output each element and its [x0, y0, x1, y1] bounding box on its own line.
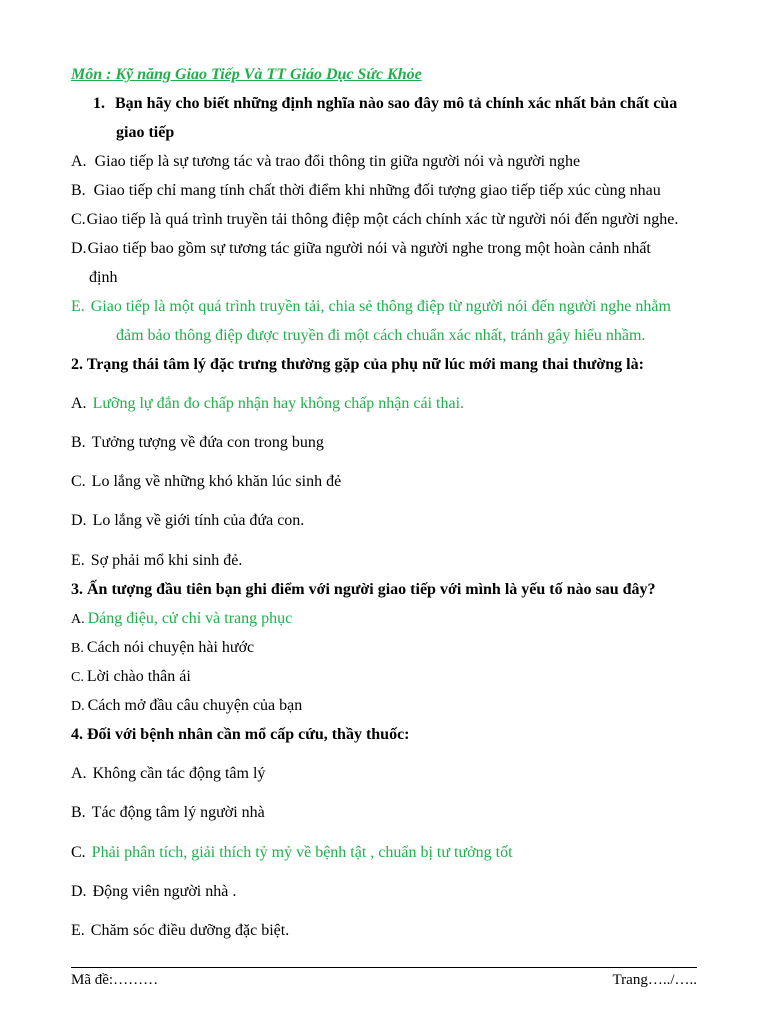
question-1-text: [93, 94, 677, 114]
page-title: Môn : Kỹ năng Giao Tiếp Và TT Giáo Dục Sức Khỏe: [71, 66, 422, 83]
question-1-line1: Bạn hãy cho biết những định nghĩa nào sao đây mô tả chính xác nhất bản chất cùa: [115, 95, 678, 112]
question-2-text: 2. Trạng thái tâm lý đặc trưng thường gặp của phụ nữ lúc mới mang thai thường là:: [71, 356, 644, 373]
q3-option-d: D. Cách mở đầu câu chuyện của bạn: [71, 697, 303, 714]
footer-divider: [71, 967, 697, 968]
q1-option-e: E. Giao tiếp là một quá trình truyền tải, chia sẻ thông điệp từ người nói đến người nghe nhằm: [71, 298, 671, 315]
q1-option-c: C.Giao tiếp là quá trình truyền tải thông điệp một cách chính xác từ người nói đến người nghe.: [71, 211, 679, 228]
q2-option-b: B. Tưởng tượng về đứa con trong bung: [71, 434, 324, 451]
question-3-text: 3. Ấn tượng đầu tiên bạn ghi điểm với người giao tiếp với mình là yếu tố nào sau đây?: [71, 581, 656, 598]
q4-option-c: C. Phải phân tích, giải thích tỷ mỷ về bệnh tật , chuẩn bị tư tưởng tốt: [71, 844, 513, 861]
q3-option-c: C. Lời chào thân ái: [71, 668, 191, 685]
q2-option-d: D. Lo lắng về giới tính của đứa con.: [71, 512, 305, 529]
q1-option-e-cont: đảm bảo thông điệp được truyền đi một cách chuẩn xác nhất, tránh gây hiểu nhầm.: [116, 327, 646, 344]
q4-option-d: D. Động viên người nhà .: [71, 883, 237, 900]
q1-option-b: B. Giao tiếp chỉ mang tính chất thời điểm khi những đối tượng giao tiếp tiếp xúc cùng nhau: [71, 182, 661, 199]
q3-option-b: B. Cách nói chuyện hài hước: [71, 639, 255, 656]
page-number: Trang…../…..: [612, 972, 697, 988]
q4-option-e: E. Chăm sóc điều dưỡng đặc biệt.: [71, 922, 290, 939]
q4-option-b: B. Tác động tâm lý người nhà: [71, 804, 265, 821]
q1-option-a: A. Giao tiếp là sự tương tác và trao đổi thông tin giữa người nói và người nghe: [71, 153, 581, 170]
q2-option-a: A. Lưỡng lự đắn đo chấp nhận hay không chấp nhận cái thai.: [71, 395, 465, 412]
q1-option-d: D.Giao tiếp bao gồm sự tương tác giữa người nói và người nghe trong một hoàn cảnh nhất: [71, 240, 651, 257]
question-1-number: 1.: [93, 95, 105, 112]
q2-option-c: C. Lo lắng về những khó khăn lúc sinh đẻ: [71, 473, 342, 490]
q1-option-d-cont: định: [89, 269, 118, 286]
exam-code: Mã đề:………: [71, 972, 159, 988]
question-1-line2: giao tiếp: [116, 124, 175, 141]
q2-option-e: E. Sợ phải mổ khi sinh đẻ.: [71, 552, 243, 569]
question-4-text: 4. Đối với bệnh nhân cần mổ cấp cứu, thầy thuốc:: [71, 726, 410, 743]
q3-option-a: A. Dáng điệu, cử chỉ và trang phục: [71, 610, 293, 627]
q4-option-a: A. Không cần tác động tâm lý: [71, 765, 266, 782]
